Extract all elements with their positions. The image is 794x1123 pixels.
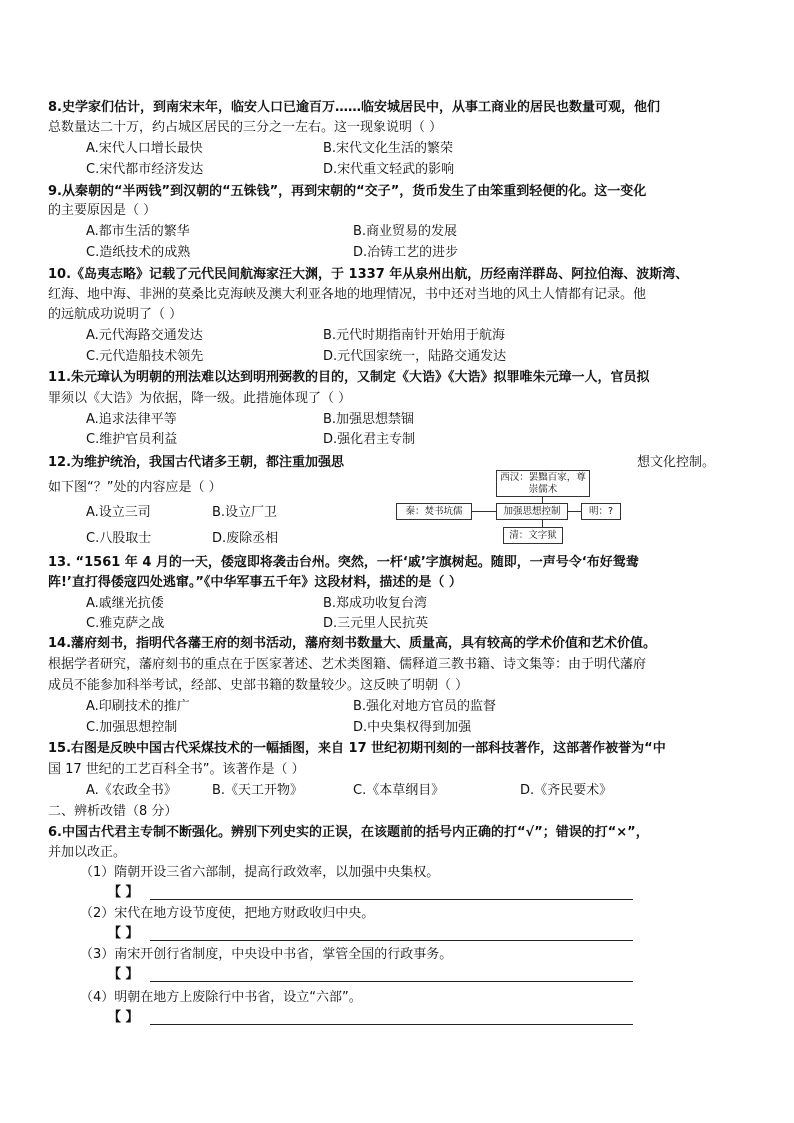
q6-item-3-text: （3）南宋开创行省制度，中央设中书省，掌管全国的行政事务。 bbox=[80, 947, 453, 962]
q13-stem-line2: 阵!’直打得倭寇四处逃窜。”《中华军事五千年》这段材料，描述的是（ ） bbox=[48, 575, 462, 590]
q6-stem-line1: 6.中国古代君主专制不断强化。辨别下列史实的正误，在该题前的括号内正确的打“√”；错误的打“×”， bbox=[48, 825, 649, 840]
diagram-box-xihan: 西汉：罢黜百家，尊崇儒术 bbox=[496, 470, 590, 497]
q15-stem-line1: 15.右图是反映中国古代采煤技术的一幅插图，来自 17 世纪初期刊刻的一部科技著作，这部著作被誉为“中 bbox=[48, 741, 666, 756]
q14-option-c: C.加强思想控制 bbox=[86, 720, 178, 735]
q8-stem-line2: 总数量达二十万，约占城区居民的三分之一左右。这一现象说明（ ） bbox=[48, 120, 443, 135]
q14-option-b: B.强化对地方官员的监督 bbox=[353, 699, 497, 714]
q8-stem-line1: 8.史学家们估计，到南宋末年，临安人口已逾百万……临安城居民中，从事工商业的居民也数量可观，他们 bbox=[48, 100, 660, 115]
q10-option-b: B.元代时期指南针开始用于航海 bbox=[323, 328, 506, 343]
q10-option-c: C.元代造船技术领先 bbox=[86, 349, 204, 364]
q12-option-a: A.设立三司 bbox=[86, 505, 151, 520]
q9-option-b: B.商业贸易的发展 bbox=[353, 224, 458, 239]
q13-option-c: C.雅克萨之战 bbox=[86, 616, 165, 631]
q6-item-4-bracket: 【 】 bbox=[108, 1010, 139, 1025]
q14-stem-line2: 根据学者研究，藩府刻书的重点在于医家著述、艺术类图籍、儒释道三教书籍、诗文集等：由于明代藩府 bbox=[48, 657, 647, 672]
q9-option-a: A.都市生活的繁华 bbox=[86, 224, 190, 239]
q13-stem-line1: 13. “1561 年 4 月的一天，倭寇即将袭击台州。突然，一杆‘戚’字旗树起。随即，一声号令‘布好鸳鸯 bbox=[48, 555, 639, 570]
q6-item-3-answer-line[interactable] bbox=[150, 981, 633, 982]
diagram-connector-top bbox=[542, 496, 543, 503]
q10-stem-line3: 的远航成功说明了（ ） bbox=[48, 307, 183, 322]
q14-option-d: D.中央集权得到加强 bbox=[353, 720, 472, 735]
q13-option-a: A.戚继光抗倭 bbox=[86, 596, 164, 611]
q12-stem-line1b: 想文化控制。 bbox=[637, 455, 716, 470]
q9-option-d: D.冶铸工艺的进步 bbox=[353, 245, 459, 260]
section2-title: 二、辨析改错（8 分） bbox=[48, 804, 178, 819]
q11-option-c: C.维护官员利益 bbox=[86, 432, 178, 447]
q15-option-d: D.《齐民要术》 bbox=[520, 783, 613, 798]
q15-stem-line2: 国 17 世纪的工艺百科全书”。该著作是（ ） bbox=[48, 762, 305, 777]
q12-option-b: B.设立厂卫 bbox=[212, 505, 278, 520]
q9-stem-line1: 9.从秦朝的“半两钱”到汉朝的“五铢钱”，再到宋朝的“交子”，货币发生了由笨重到轻便的化。这一变化 bbox=[48, 184, 647, 199]
q8-option-b: B.宋代文化生活的繁荣 bbox=[323, 141, 454, 156]
q15-option-b: B.《天工开物》 bbox=[212, 783, 304, 798]
q8-option-c: C.宋代都市经济发达 bbox=[86, 162, 204, 177]
diagram-box-center: 加强思想控制 bbox=[496, 503, 568, 520]
q6-item-4-text: （4）明朝在地方上废除行中书省，设立“六部”。 bbox=[80, 990, 362, 1005]
q9-option-c: C.造纸技术的成熟 bbox=[86, 245, 191, 260]
q13-option-d: D.三元里人民抗英 bbox=[323, 616, 429, 631]
q8-option-a: A.宋代人口增长最快 bbox=[86, 141, 203, 156]
q10-stem-line1: 10.《岛夷志略》记载了元代民间航海家汪大渊，于 1337 年从泉州出航，历经南洋群岛、阿拉伯海、波斯湾、 bbox=[48, 267, 689, 282]
q10-option-a: A.元代海路交通发达 bbox=[86, 328, 203, 343]
q6-item-2-answer-line[interactable] bbox=[150, 940, 633, 941]
q6-item-1-answer-line[interactable] bbox=[150, 899, 633, 900]
q12-option-d: D.废除丞相 bbox=[212, 531, 279, 546]
q8-option-d: D.宋代重文轻武的影响 bbox=[323, 162, 455, 177]
q6-item-2-text: （2）宋代在地方设节度使，把地方财政收归中央。 bbox=[80, 906, 375, 921]
q6-item-3-bracket: 【 】 bbox=[108, 967, 139, 982]
diagram-box-qin: 秦：焚书坑儒 bbox=[396, 503, 472, 520]
q14-option-a: A.印刷技术的推广 bbox=[86, 699, 190, 714]
q14-stem-line3: 成员不能参加科举考试，经部、史部书籍的数量较少。这反映了明朝（ ） bbox=[48, 678, 469, 693]
q9-stem-line2: 的主要原因是（ ） bbox=[48, 203, 157, 218]
q13-option-b: B.郑成功收复台湾 bbox=[323, 596, 428, 611]
diagram-connector-right bbox=[568, 511, 581, 512]
diagram-connector-left bbox=[472, 511, 496, 512]
q12-option-c: C.八股取士 bbox=[86, 531, 152, 546]
q6-item-2-bracket: 【 】 bbox=[108, 926, 139, 941]
q10-option-d: D.元代国家统一，陆路交通发达 bbox=[323, 349, 507, 364]
q11-stem-line2: 罪须以《大诰》为依据，降一级。此措施体现了（ ） bbox=[48, 391, 352, 406]
q11-option-b: B.加强思想禁锢 bbox=[323, 412, 415, 427]
q6-item-4-answer-line[interactable] bbox=[150, 1024, 633, 1025]
diagram-box-ming: 明：? bbox=[581, 503, 621, 520]
diagram-box-qing: 清：文字狱 bbox=[503, 527, 563, 544]
q14-stem-line1: 14.藩府刻书，指明代各藩王府的刻书活动，藩府刻书数量大、质量高，具有较高的学术价值和艺术价值。 bbox=[48, 636, 657, 651]
q15-option-a: A.《农政全书》 bbox=[86, 783, 177, 798]
q12-stem-line2: 如下图“？”处的内容应是（ ） bbox=[48, 480, 222, 495]
q6-item-1-text: （1）隋朝开设三省六部制，提高行政效率，以加强中央集权。 bbox=[80, 865, 440, 880]
q12-stem-line1a: 12.为维护统治，我国古代诸多王朝，都注重加强思 bbox=[48, 455, 345, 470]
q6-stem-line2: 并加以改正。 bbox=[48, 845, 127, 860]
q11-option-d: D.强化君主专制 bbox=[323, 432, 416, 447]
q11-option-a: A.追求法律平等 bbox=[86, 412, 177, 427]
q15-option-c: C.《本草纲目》 bbox=[353, 783, 445, 798]
q11-stem-line1: 11.朱元璋认为明朝的刑法难以达到明刑弼教的目的，又制定《大诰》《大诰》拟罪唯朱元璋一人，官员拟 bbox=[48, 370, 650, 385]
q6-item-1-bracket: 【 】 bbox=[108, 885, 139, 900]
q10-stem-line2: 红海、地中海、非洲的莫桑比克海峡及澳大利亚各地的地理情况，书中还对当地的风土人情都有记录。他 bbox=[48, 287, 647, 302]
